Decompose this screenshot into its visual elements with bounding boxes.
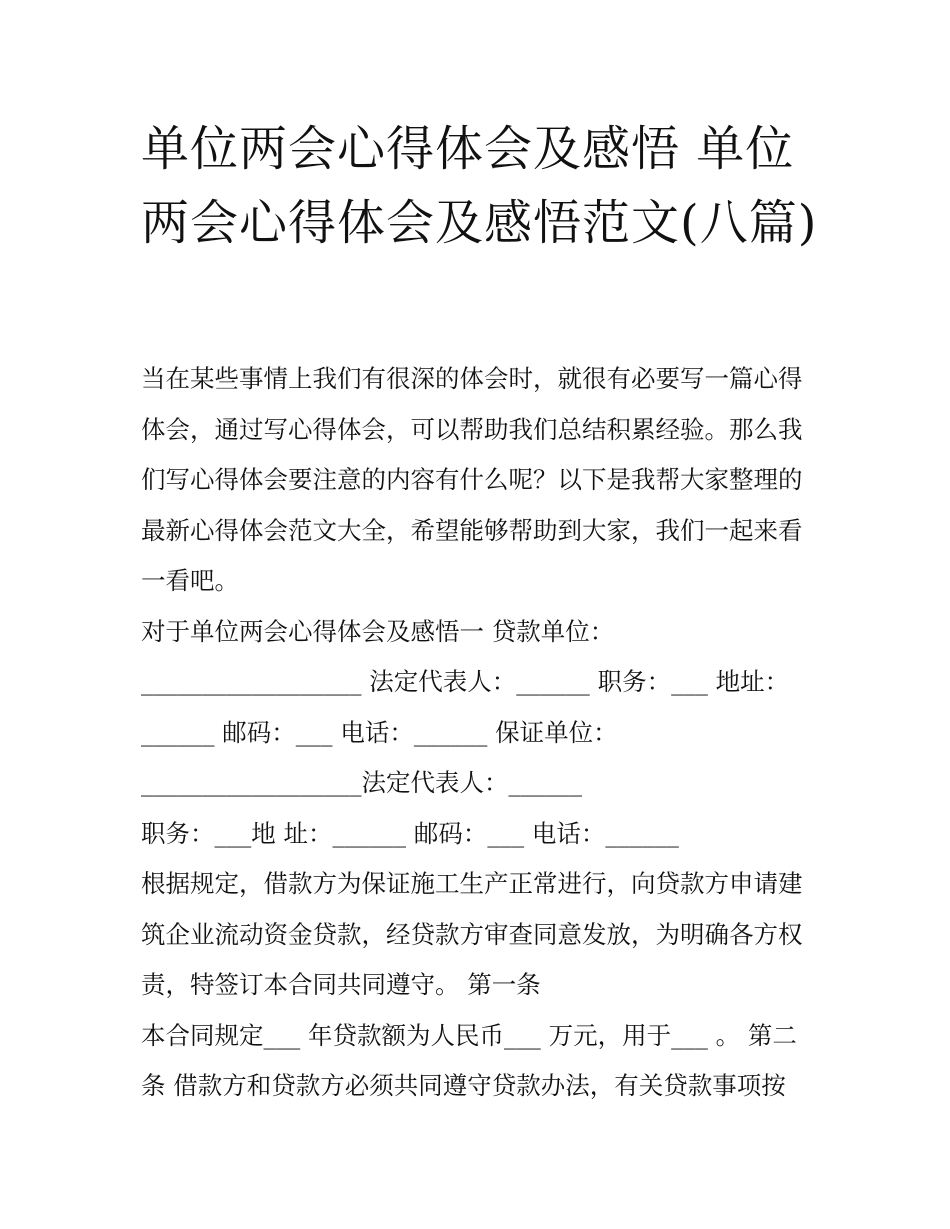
section-heading: 对于单位两会心得体会及感悟一 贷款单位： <box>141 616 615 646</box>
guarantor-info-line: 职务：___地 址：______ 邮码：___ 电话：______ <box>141 818 679 848</box>
guarantor-representative-line: __________________法定代表人：______ <box>141 768 582 797</box>
document-body <box>141 354 821 1112</box>
purpose-paragraph: 根据规定，借款方为保证施工生产正常进行，向贷款方申请建筑企业流动资金贷款，经贷款方审查同意发放，为明确各方权责，特签订本合同共同遵守。 第一条 <box>141 869 803 999</box>
article-one-paragraph: 本合同规定___ 年贷款额为人民币___ 万元，用于___ 。 第二条 借款方和贷款方必须共同遵守贷款办法，有关贷款事项按 <box>141 1020 797 1100</box>
intro-paragraph: 当在某些事情上我们有很深的体会时，就很有必要写一篇心得体会，通过写心得体会，可以帮助我们总结积累经验。那么我们写心得体会要注意的内容有什么呢？以下是我帮大家整理的最新心得体会范文大全，希望能够帮助到大家，我们一起来看一看吧。 <box>141 364 803 595</box>
lender-info-paragraph: __________________ 法定代表人：______ 职务：___ 地址：______ 邮码：___ 电话：______ 保证单位： <box>141 667 790 747</box>
document-title: 单位两会心得体会及感悟 单位两会心得体会及感悟范文(八篇) <box>141 121 818 251</box>
